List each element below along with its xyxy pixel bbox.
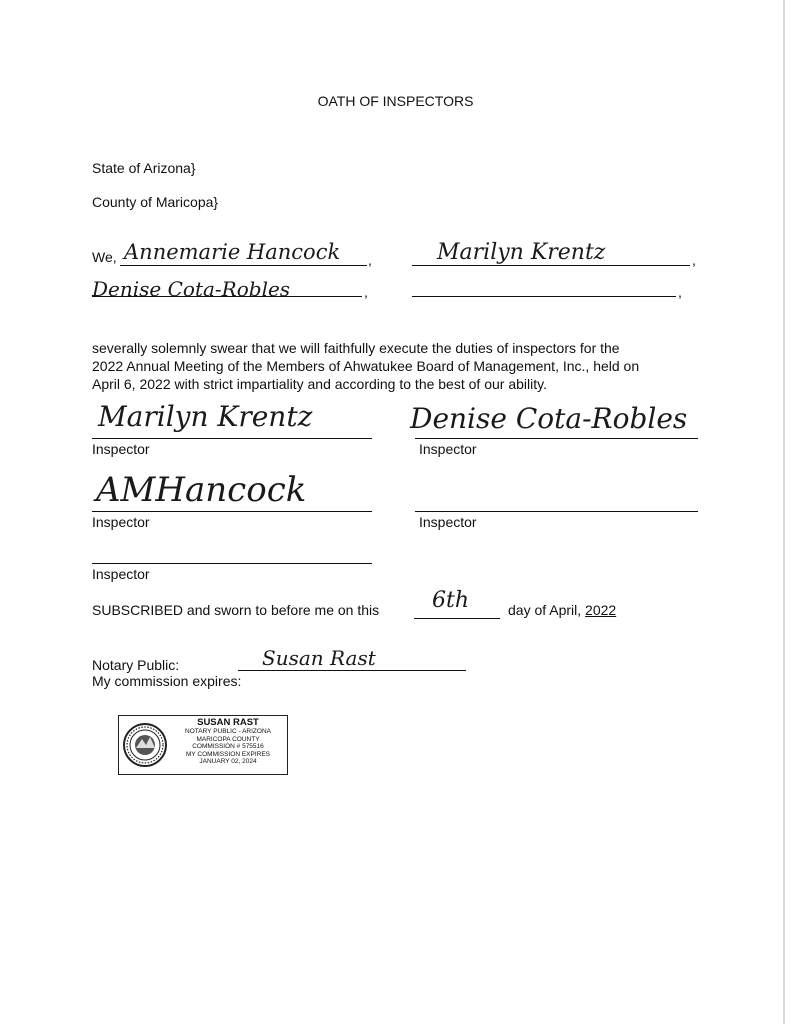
notary-signature: Susan Rast	[262, 646, 376, 670]
day-of-month-text: day of April,	[508, 602, 582, 618]
name-1-handwritten: Annemarie Hancock	[124, 240, 341, 264]
inspector-label-2: Inspector	[419, 441, 477, 457]
name-1-comma: ,	[368, 252, 372, 268]
signature-line-1	[92, 438, 372, 439]
document-title: OATH OF INSPECTORS	[317, 93, 474, 109]
stamp-line: NOTARY PUBLIC - ARIZONA	[185, 728, 271, 735]
state-seal-icon	[122, 721, 168, 769]
name-3-line	[92, 296, 362, 297]
stamp-text-block	[170, 718, 286, 766]
oath-line: April 6, 2022 with strict impartiality and according to the best of our ability.	[92, 376, 547, 392]
name-4-line	[412, 296, 676, 297]
we-prefix: We,	[92, 249, 117, 265]
inspector-label-4: Inspector	[419, 514, 477, 530]
stamp-line: MY COMMISSION EXPIRES	[185, 750, 271, 758]
oath-paragraph	[92, 339, 712, 393]
state-line: State of Arizona}	[92, 160, 196, 176]
inspector-label-3: Inspector	[92, 514, 150, 530]
signature-line-2	[415, 438, 698, 439]
notary-signature-line	[238, 670, 466, 671]
signature-inspector-1: Marilyn Krentz	[98, 400, 313, 433]
stamp-line: MARICOPA COUNTY	[196, 735, 260, 743]
inspector-label-5: Inspector	[92, 566, 150, 582]
signature-inspector-2: Denise Cota-Robles	[410, 402, 688, 435]
subscribed-day-handwritten: 6th	[432, 588, 470, 613]
stamp-notary-name: SUSAN RAST	[197, 717, 259, 728]
signature-line-3	[92, 511, 372, 512]
name-4-comma: ,	[678, 284, 682, 300]
notary-stamp	[118, 715, 288, 775]
signature-inspector-3: AMHancock	[96, 470, 307, 510]
county-line: County of Maricopa}	[92, 194, 219, 210]
notary-label: Notary Public:	[92, 657, 180, 673]
name-2-line	[412, 265, 690, 266]
oath-line: 2022 Annual Meeting of the Members of Ahwatukee Board of Management, Inc., held on	[92, 358, 640, 374]
stamp-line: JANUARY 02, 2024	[199, 758, 257, 766]
subscribed-year: 2022	[585, 602, 617, 618]
name-2-comma: ,	[692, 252, 696, 268]
day-line	[414, 618, 500, 619]
signature-line-5	[92, 563, 372, 564]
subscribed-suffix	[508, 602, 616, 619]
subscribed-prefix: SUBSCRIBED and sworn to before me on this	[92, 602, 380, 618]
stamp-line: COMMISSION # 575516	[192, 743, 264, 751]
name-3-handwritten: Denise Cota-Robles	[92, 277, 291, 301]
name-3-comma: ,	[364, 284, 368, 300]
inspector-label-1: Inspector	[92, 441, 150, 457]
signature-line-4	[415, 511, 698, 512]
oath-line: severally solemnly swear that we will faithfully execute the duties of inspectors for the	[92, 340, 620, 356]
name-2-handwritten: Marilyn Krentz	[437, 240, 606, 265]
name-1-line	[120, 265, 367, 266]
commission-label: My commission expires:	[92, 673, 242, 689]
scan-edge	[783, 0, 785, 1024]
